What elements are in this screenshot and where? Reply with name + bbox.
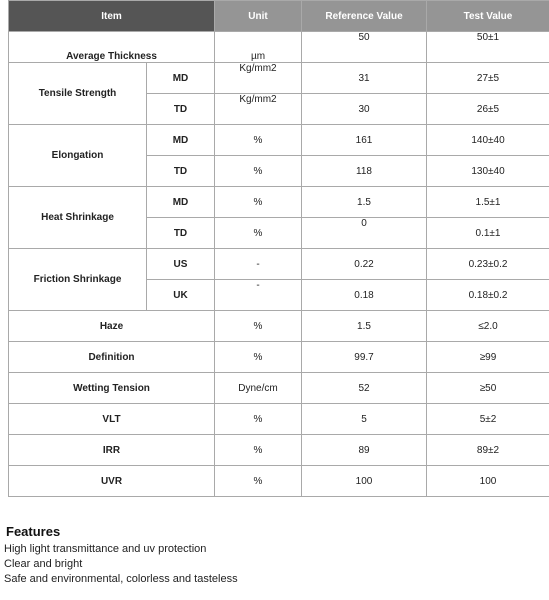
row-subitem: US bbox=[147, 249, 215, 280]
row-test: ≥99 bbox=[427, 342, 549, 373]
row-unit: % bbox=[215, 311, 302, 342]
row-unit: % bbox=[215, 156, 302, 187]
row-unit: % bbox=[215, 466, 302, 497]
table-row bbox=[9, 466, 549, 497]
row-subitem: TD bbox=[147, 156, 215, 187]
row-test: 0.23±0.2 bbox=[427, 249, 549, 280]
row-unit: Kg/mm2 bbox=[215, 94, 302, 125]
table-row bbox=[9, 249, 549, 280]
row-reference: 99.7 bbox=[302, 342, 427, 373]
row-subitem: TD bbox=[147, 218, 215, 249]
row-item-label: IRR bbox=[9, 435, 215, 466]
row-reference: 31 bbox=[302, 63, 427, 94]
row-test: 1.5±1 bbox=[427, 187, 549, 218]
row-item-label: Friction Shrinkage bbox=[9, 249, 147, 311]
row-unit: % bbox=[215, 342, 302, 373]
table-row bbox=[9, 187, 549, 218]
list-item: Safe and environmental, colorless and tasteless bbox=[4, 573, 238, 585]
row-test: 0.18±0.2 bbox=[427, 280, 549, 311]
row-item-label: Tensile Strength bbox=[9, 63, 147, 125]
header-row bbox=[9, 1, 549, 32]
table-row bbox=[9, 373, 549, 404]
table-row bbox=[9, 63, 549, 94]
row-test: 0.1±1 bbox=[427, 218, 549, 249]
row-unit: - bbox=[215, 249, 302, 280]
row-subitem: UK bbox=[147, 280, 215, 311]
row-reference: 118 bbox=[302, 156, 427, 187]
row-unit: % bbox=[215, 125, 302, 156]
features-list bbox=[0, 542, 549, 587]
row-subitem: MD bbox=[147, 63, 215, 94]
row-subitem: MD bbox=[147, 187, 215, 218]
row-reference: 161 bbox=[302, 125, 427, 156]
row-reference: 50 bbox=[302, 32, 427, 63]
row-unit: % bbox=[215, 404, 302, 435]
row-reference: 0.18 bbox=[302, 280, 427, 311]
header-reference: Reference Value bbox=[302, 1, 427, 32]
table-row bbox=[9, 404, 549, 435]
row-item-label: Heat Shrinkage bbox=[9, 187, 147, 249]
row-test: 89±2 bbox=[427, 435, 549, 466]
row-reference: 1.5 bbox=[302, 311, 427, 342]
row-reference: 0.22 bbox=[302, 249, 427, 280]
row-item-label: Elongation bbox=[9, 125, 147, 187]
table-row bbox=[9, 32, 549, 63]
table-row bbox=[9, 125, 549, 156]
row-subitem: TD bbox=[147, 94, 215, 125]
row-item-label: Haze bbox=[9, 311, 215, 342]
list-item: Clear and bright bbox=[4, 558, 83, 570]
row-item-label: Definition bbox=[9, 342, 215, 373]
row-subitem: MD bbox=[147, 125, 215, 156]
row-reference: 5 bbox=[302, 404, 427, 435]
header-unit: Unit bbox=[215, 1, 302, 32]
row-unit: µm bbox=[215, 32, 302, 63]
features-title: Features bbox=[6, 524, 61, 539]
row-unit: - bbox=[215, 280, 302, 311]
header-test: Test Value bbox=[427, 1, 549, 32]
features-section bbox=[0, 524, 549, 587]
row-reference: 1.5 bbox=[302, 187, 427, 218]
row-test: 100 bbox=[427, 466, 549, 497]
row-item-label: Average Thickness bbox=[9, 32, 215, 63]
row-unit: % bbox=[215, 187, 302, 218]
row-unit: % bbox=[215, 218, 302, 249]
row-item-label: Wetting Tension bbox=[9, 373, 215, 404]
row-unit: % bbox=[215, 435, 302, 466]
row-reference: 100 bbox=[302, 466, 427, 497]
row-unit: Dyne/cm bbox=[215, 373, 302, 404]
table-row bbox=[9, 342, 549, 373]
list-item: High light transmittance and uv protection bbox=[4, 543, 207, 555]
row-test: 5±2 bbox=[427, 404, 549, 435]
row-test: 26±5 bbox=[427, 94, 549, 125]
row-item-label: UVR bbox=[9, 466, 215, 497]
row-reference: 0 bbox=[302, 218, 427, 249]
row-test: 27±5 bbox=[427, 63, 549, 94]
row-test: 140±40 bbox=[427, 125, 549, 156]
row-test: 50±1 bbox=[427, 32, 549, 63]
table-row bbox=[9, 311, 549, 342]
row-test: ≤2.0 bbox=[427, 311, 549, 342]
row-reference: 89 bbox=[302, 435, 427, 466]
row-reference: 30 bbox=[302, 94, 427, 125]
row-item-label: VLT bbox=[9, 404, 215, 435]
row-test: ≥50 bbox=[427, 373, 549, 404]
row-test: 130±40 bbox=[427, 156, 549, 187]
spec-table bbox=[8, 0, 549, 497]
header-item: Item bbox=[9, 1, 215, 32]
table-row bbox=[9, 435, 549, 466]
row-reference: 52 bbox=[302, 373, 427, 404]
row-unit: Kg/mm2 bbox=[215, 63, 302, 94]
